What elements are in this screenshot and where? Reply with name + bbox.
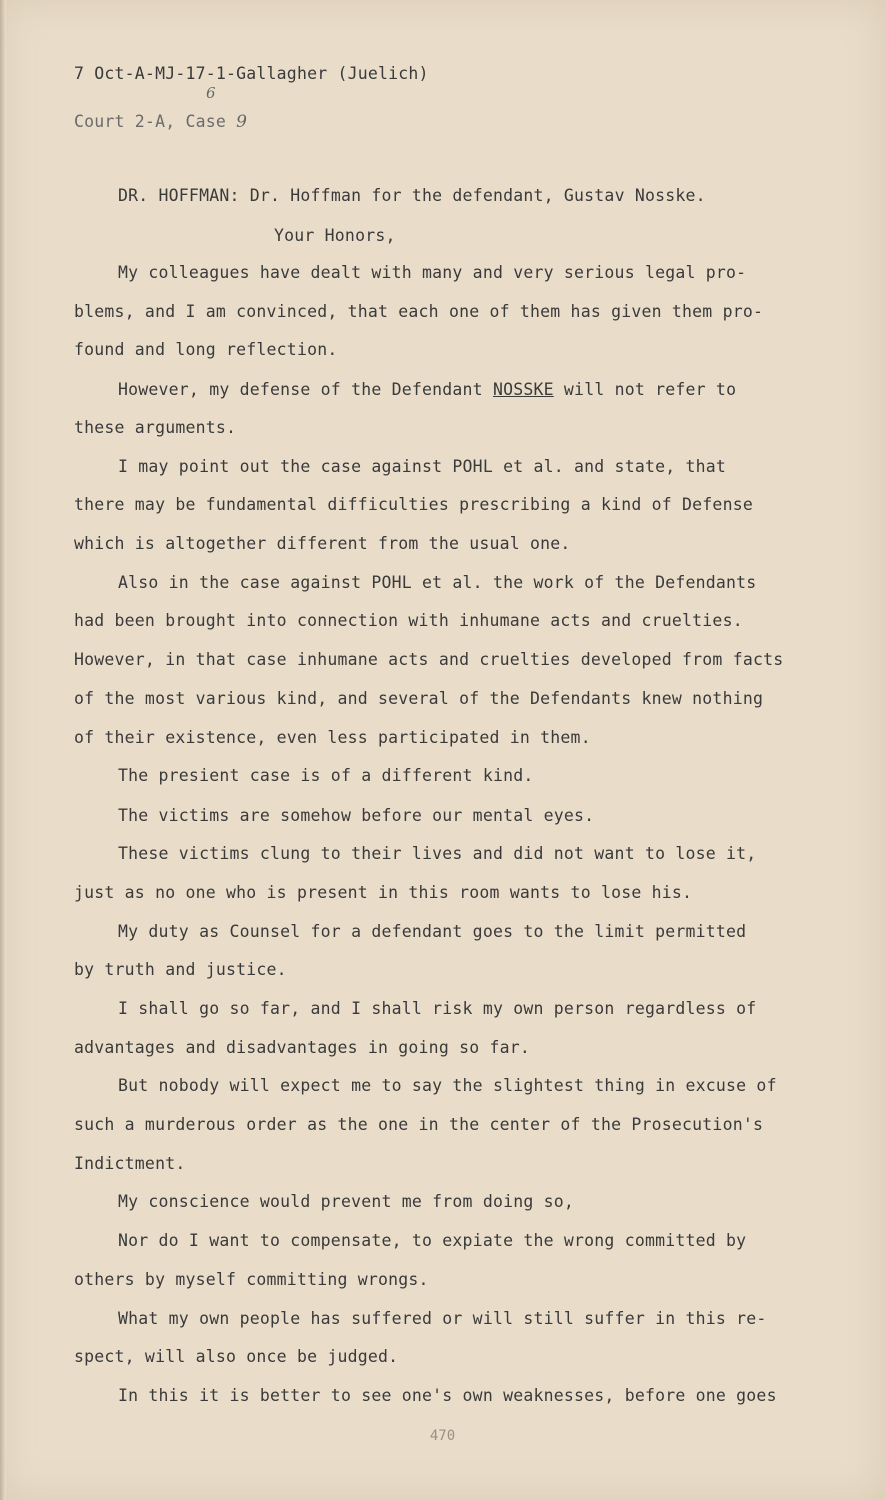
text-line: In this it is better to see one's own weaknesses, before one goes [118, 1386, 777, 1405]
text-line: blems, and I am convinced, that each one of them has given them pro- [74, 302, 764, 321]
text-line: My conscience would prevent me from doing so, [118, 1192, 575, 1211]
text-line: Indictment. [74, 1154, 186, 1173]
speaker-line [118, 186, 706, 205]
text-line: My duty as Counsel for a defendant goes to the limit permitted [118, 922, 747, 941]
text-segment: However, my defense of the Defendant [118, 380, 483, 399]
salutation: Your Honors, [274, 226, 396, 245]
text-line: others by myself committing wrongs. [74, 1270, 429, 1289]
text-line [118, 380, 736, 399]
text-line: such a murderous order as the one in the center of the Prosecution's [74, 1115, 764, 1134]
text-line: had been brought into connection with inhumane acts and cruelties. [74, 611, 743, 630]
text-line: of their existence, even less participated in them. [74, 728, 591, 747]
text-line: Also in the case against POHL et al. the work of the Defendants [118, 573, 757, 592]
text-line: spect, will also once be judged. [74, 1347, 399, 1366]
text-line: of the most various kind, and several of the Defendants knew nothing [74, 689, 764, 708]
text-line: My colleagues have dealt with many and very serious legal pro- [118, 263, 747, 282]
text-line: by truth and justice. [74, 960, 287, 979]
text-line: just as no one who is present in this room wants to lose his. [74, 883, 693, 902]
text-line: But nobody will expect me to say the slightest thing in excuse of [118, 1076, 777, 1095]
text-line: advantages and disadvantages in going so far. [74, 1038, 531, 1057]
text-line: The victims are somehow before our mental eyes. [118, 806, 595, 825]
defendant-name: NOSSKE [492, 380, 554, 399]
speaker-label: DR. HOFFMAN: [118, 186, 240, 205]
court-label: Court 2-A, Case [74, 112, 227, 131]
text-line: What my own people has suffered or will still suffer in this re- [118, 1309, 767, 1328]
text-line: which is altogether different from the usual one. [74, 534, 571, 553]
text-line: I shall go so far, and I shall risk my own person regardless of [118, 999, 757, 1018]
page-edge [0, 0, 6, 1500]
text-line: I may point out the case against POHL et al. and state, that [118, 457, 727, 476]
page-number: 470 [429, 1428, 456, 1444]
text-line: These victims clung to their lives and did not want to lose it, [118, 844, 757, 863]
header-ref: 7 Oct-A-MJ-17-1-Gallagher (Juelich) [74, 64, 429, 83]
text-line: Nor do I want to compensate, to expiate the wrong committed by [118, 1231, 747, 1250]
court-line [74, 112, 247, 132]
text-line: these arguments. [74, 418, 237, 437]
text-line: However, in that case inhumane acts and cruelties developed from facts [74, 650, 784, 669]
speaker-intro: Dr. Hoffman for the defendant, Gustav Nosske. [249, 186, 706, 205]
text-segment: will not refer to [563, 380, 737, 399]
case-number: 9 [236, 112, 248, 132]
handwritten-number: 6 [206, 84, 216, 102]
text-line: The presient case is of a different kind. [118, 766, 534, 785]
text-line: there may be fundamental difficulties prescribing a kind of Defense [74, 495, 753, 514]
text-line: found and long reflection. [74, 340, 338, 359]
